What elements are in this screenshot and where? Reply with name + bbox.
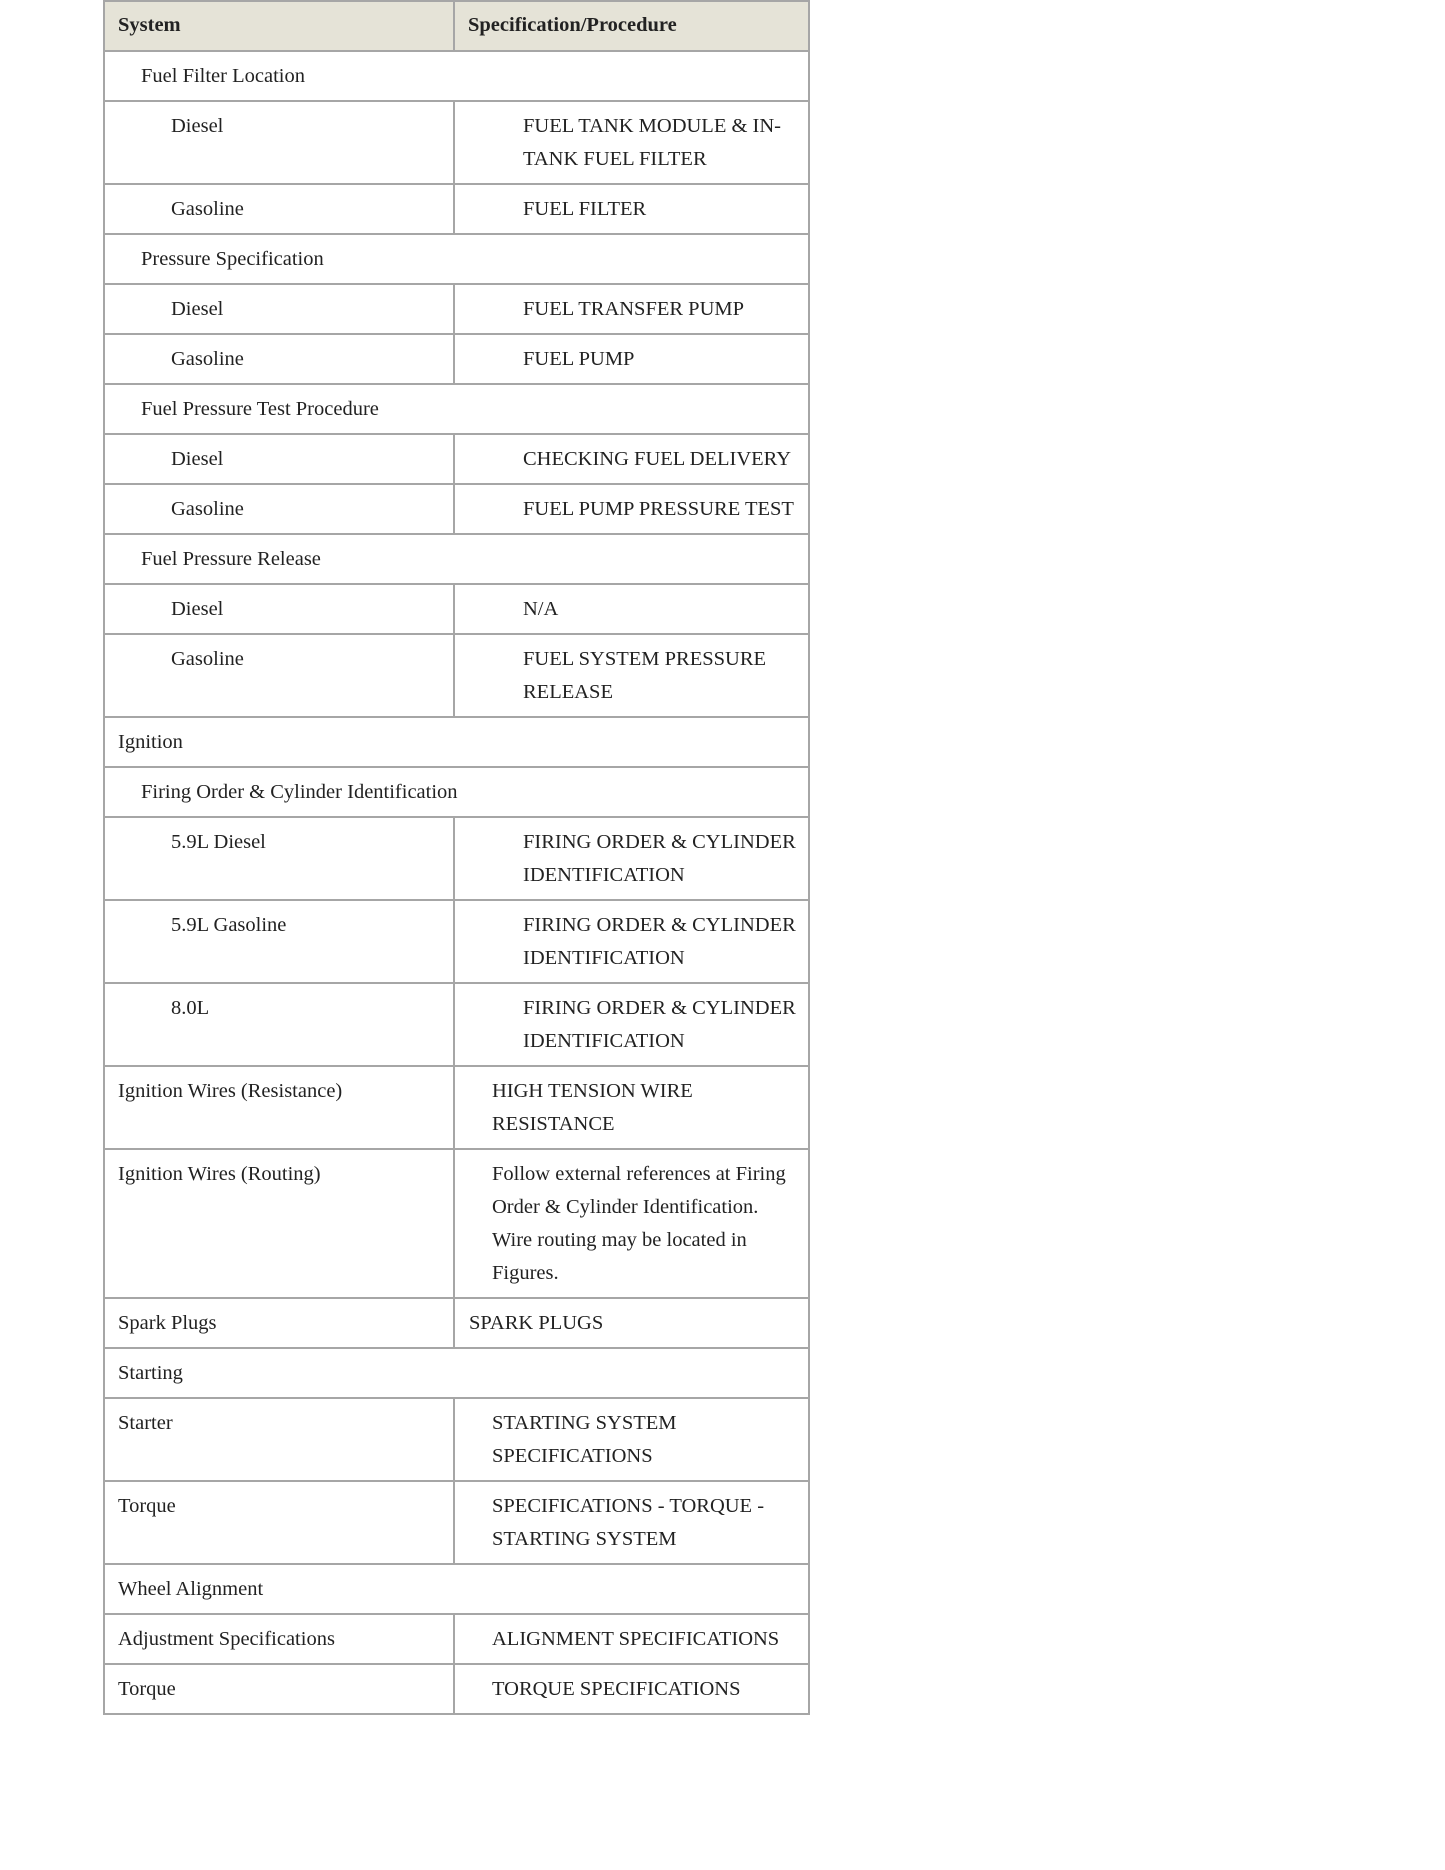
- table-row: [104, 434, 809, 484]
- system-cell: 8.0L: [104, 983, 454, 1066]
- header-system: System: [104, 1, 454, 51]
- system-cell: Spark Plugs: [104, 1298, 454, 1348]
- table-row: [104, 1149, 809, 1298]
- table-row: [104, 1066, 809, 1149]
- table-row: [104, 334, 809, 384]
- table-row: [104, 983, 809, 1066]
- table-body: [104, 51, 809, 1714]
- table-row: [104, 1614, 809, 1664]
- table-row: [104, 284, 809, 334]
- system-cell: Torque: [104, 1481, 454, 1564]
- table-row: [104, 817, 809, 900]
- table-row: [104, 101, 809, 184]
- section-heading: Firing Order & Cylinder Identification: [104, 767, 809, 817]
- specification-cell: N/A: [454, 584, 809, 634]
- system-cell: Diesel: [104, 584, 454, 634]
- table-row: [104, 484, 809, 534]
- specification-cell: SPECIFICATIONS - TORQUE - STARTING SYSTEM: [454, 1481, 809, 1564]
- table-row: [104, 634, 809, 717]
- specification-cell: TORQUE SPECIFICATIONS: [454, 1664, 809, 1714]
- specification-cell: ALIGNMENT SPECIFICATIONS: [454, 1614, 809, 1664]
- specification-cell: STARTING SYSTEM SPECIFICATIONS: [454, 1398, 809, 1481]
- system-cell: Gasoline: [104, 334, 454, 384]
- specification-cell: FIRING ORDER & CYLINDER IDENTIFICATION: [454, 817, 809, 900]
- specification-cell: Follow external references at Firing Order & Cylinder Identification. Wire routing may be located in Figures.: [454, 1149, 809, 1298]
- table-row: [104, 534, 809, 584]
- table-row: [104, 384, 809, 434]
- system-cell: Torque: [104, 1664, 454, 1714]
- table-row: [104, 1564, 809, 1614]
- header-row: [104, 1, 809, 51]
- section-heading: Fuel Pressure Test Procedure: [104, 384, 809, 434]
- system-cell: Ignition Wires (Routing): [104, 1149, 454, 1298]
- specification-cell: FIRING ORDER & CYLINDER IDENTIFICATION: [454, 983, 809, 1066]
- specification-cell: CHECKING FUEL DELIVERY: [454, 434, 809, 484]
- section-heading: Pressure Specification: [104, 234, 809, 284]
- table-row: [104, 234, 809, 284]
- system-cell: 5.9L Diesel: [104, 817, 454, 900]
- system-cell: Diesel: [104, 284, 454, 334]
- table-row: [104, 1398, 809, 1481]
- specification-cell: HIGH TENSION WIRE RESISTANCE: [454, 1066, 809, 1149]
- section-heading: Ignition: [104, 717, 809, 767]
- specification-cell: FUEL SYSTEM PRESSURE RELEASE: [454, 634, 809, 717]
- table-row: [104, 767, 809, 817]
- table-row: [104, 184, 809, 234]
- table-row: [104, 584, 809, 634]
- table-row: [104, 1298, 809, 1348]
- section-heading: Starting: [104, 1348, 809, 1398]
- table-header: [104, 1, 809, 51]
- specification-cell: FIRING ORDER & CYLINDER IDENTIFICATION: [454, 900, 809, 983]
- specification-cell: FUEL TRANSFER PUMP: [454, 284, 809, 334]
- section-heading: Fuel Filter Location: [104, 51, 809, 101]
- table-row: [104, 51, 809, 101]
- specification-cell: FUEL TANK MODULE & IN-TANK FUEL FILTER: [454, 101, 809, 184]
- specification-cell: FUEL PUMP PRESSURE TEST: [454, 484, 809, 534]
- system-cell: Gasoline: [104, 484, 454, 534]
- table-row: [104, 1481, 809, 1564]
- section-heading: Wheel Alignment: [104, 1564, 809, 1614]
- system-cell: Ignition Wires (Resistance): [104, 1066, 454, 1149]
- section-heading: Fuel Pressure Release: [104, 534, 809, 584]
- header-specification: Specification/Procedure: [454, 1, 809, 51]
- system-cell: Gasoline: [104, 634, 454, 717]
- system-cell: Starter: [104, 1398, 454, 1481]
- specification-cell: SPARK PLUGS: [454, 1298, 809, 1348]
- table-row: [104, 1348, 809, 1398]
- specification-cell: FUEL FILTER: [454, 184, 809, 234]
- specification-cell: FUEL PUMP: [454, 334, 809, 384]
- system-cell: Diesel: [104, 434, 454, 484]
- table-row: [104, 900, 809, 983]
- table-row: [104, 717, 809, 767]
- system-cell: 5.9L Gasoline: [104, 900, 454, 983]
- system-cell: Diesel: [104, 101, 454, 184]
- table-row: [104, 1664, 809, 1714]
- system-cell: Gasoline: [104, 184, 454, 234]
- specification-table: [103, 0, 810, 1715]
- system-cell: Adjustment Specifications: [104, 1614, 454, 1664]
